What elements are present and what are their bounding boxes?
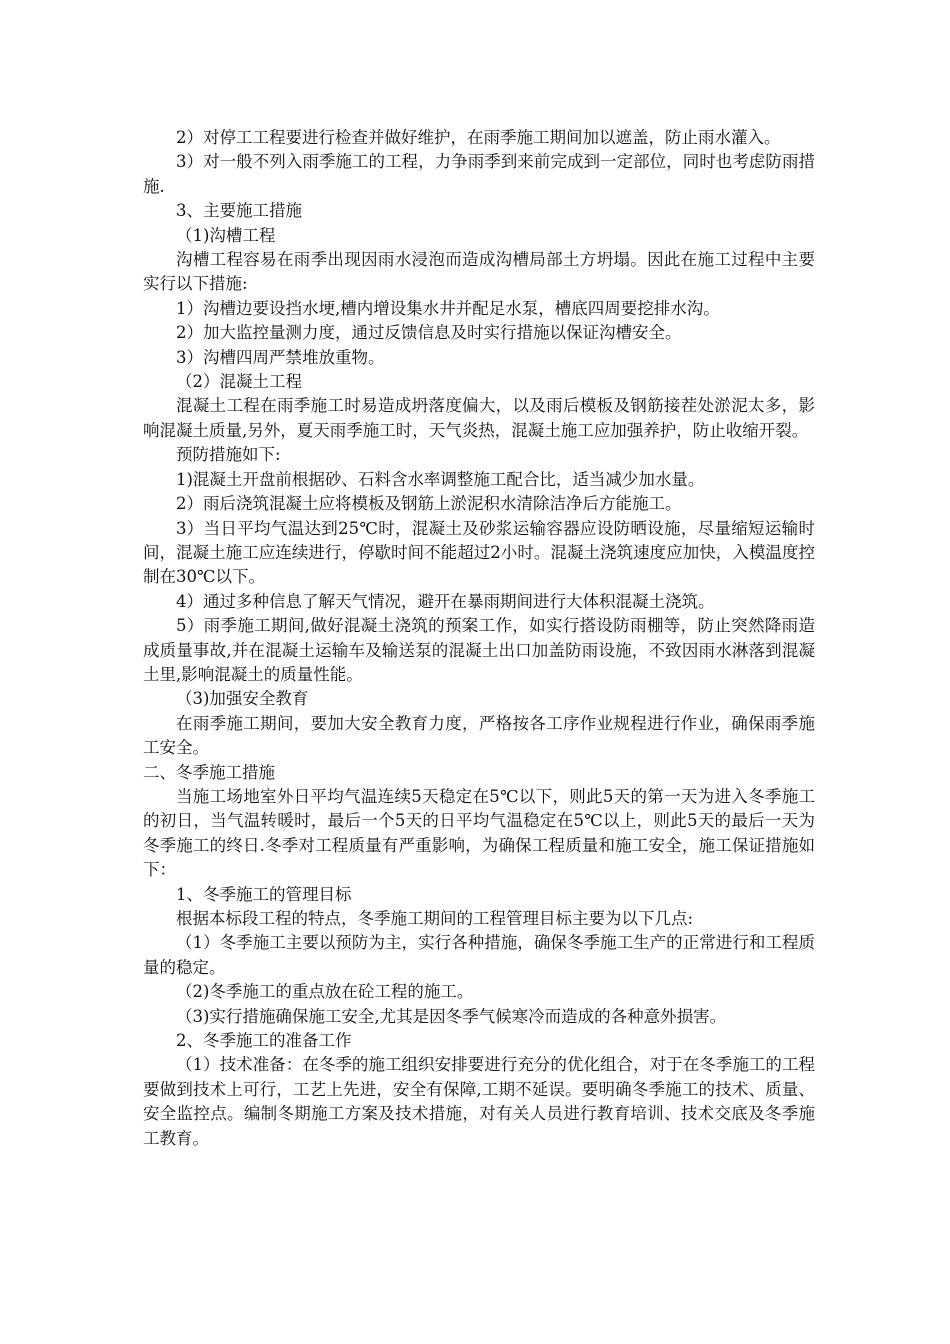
section-heading: 2、冬季施工的准备工作 [176, 1031, 352, 1051]
subsection-heading: （1)沟槽工程 [176, 225, 276, 245]
paragraph: 混凝土工程在雨季施工时易造成坍落度偏大，以及雨后模板及钢筋接茬处淤泥太多，影响混凝土质量,另外，夏天雨季施工时，天气炎热，混凝土施工应加强养护，防止收缩开裂。 [143, 396, 815, 440]
paragraph: 当施工场地室外日平均气温连续5天稳定在5℃以下，则此5天的第一天为进入冬季施工的初日，当气温转暖时，最后一个5天的日平均气温稳定在5℃以上，则此5天的最后一天为冬季施工的终日.冬季对工程质量有严重影响，为确保工程质量和施工安全，施工保证措施如下： [143, 786, 815, 880]
list-item: （3)实行措施确保施工安全,尤其是因冬季气候寒冷而造成的各种意外损害。 [176, 1006, 727, 1026]
section-heading: 1、冬季施工的管理目标 [176, 884, 352, 904]
paragraph: 根据本标段工程的特点，冬季施工期间的工程管理目标主要为以下几点: [176, 909, 694, 928]
paragraph: （1）技术准备：在冬季的施工组织安排要进行充分的优化组合，对于在冬季施工的工程要做到技术上可行，工艺上先进，安全有保障,工期不延误。要明确冬季施工的技术、质量、安全监控点。编制冬期施工方案及技术措施，对有关人员进行教育培训、技术交底及冬季施工教育。 [143, 1055, 815, 1148]
list-item: 3）当日平均气温达到25℃时，混凝土及砂浆运输容器应设防晒设施，尽量缩短运输时间，混凝土施工应连续进行，停歇时间不能超过2小时。混凝土浇筑速度应加快，入模温度控制在30℃以下。 [143, 518, 815, 587]
list-item: 2）雨后浇筑混凝土应将模板及钢筋上淤泥积水清除洁净后方能施工。 [176, 494, 682, 514]
paragraph: 2）对停工工程要进行检查并做好维护，在雨季施工期间加以遮盖，防止雨水灌入。 [176, 128, 781, 147]
section-heading: 3、主要施工措施 [176, 201, 302, 221]
paragraph: 预防措施如下: [176, 445, 281, 465]
paragraph: 3）对一般不列入雨季施工的工程，力争雨季到来前完成到一定部位，同时也考虑防雨措施. [143, 152, 815, 196]
subsection-heading: （2）混凝土工程 [176, 372, 302, 392]
chapter-heading: 二、冬季施工措施 [143, 762, 275, 782]
list-item: （1）冬季施工主要以预防为主，实行各种措施，确保冬季施工生产的正常进行和工程质量的稳定。 [143, 933, 815, 977]
subsection-heading: （3)加强安全教育 [176, 689, 309, 709]
list-item: 1)混凝土开盘前根据砂、石料含水率调整施工配合比，适当减少加水量。 [176, 469, 705, 489]
list-item: 4）通过多种信息了解天气情况，避开在暴雨期间进行大体积混凝土浇筑。 [176, 591, 715, 611]
list-item: 5）雨季施工期间,做好混凝土浇筑的预案工作，如实行搭设防雨棚等，防止突然降雨造成质量事故,并在混凝土运输车及输送泵的混凝土出口加盖防雨设施，不致因雨水淋落到混凝土里,影响混凝土的质量性能。 [143, 616, 815, 684]
list-item: （2)冬季施工的重点放在砼工程的施工。 [176, 982, 474, 1002]
paragraph: 沟槽工程容易在雨季出现因雨水浸泡而造成沟槽局部土方坍塌。因此在施工过程中主要实行以下措施: [143, 250, 815, 294]
list-item: 3）沟槽四周严禁堆放重物。 [176, 347, 385, 367]
list-item: 2）加大监控量测力度，通过反馈信息及时实行措施以保证沟槽安全。 [176, 323, 682, 343]
paragraph: 在雨季施工期间，要加大安全教育力度，严格按各工序作业规程进行作业，确保雨季施工安全。 [143, 713, 815, 758]
document-body [143, 126, 815, 1151]
list-item: 1）沟槽边要设挡水埂,槽内增设集水井并配足水泵，槽底四周要挖排水沟。 [176, 298, 720, 318]
